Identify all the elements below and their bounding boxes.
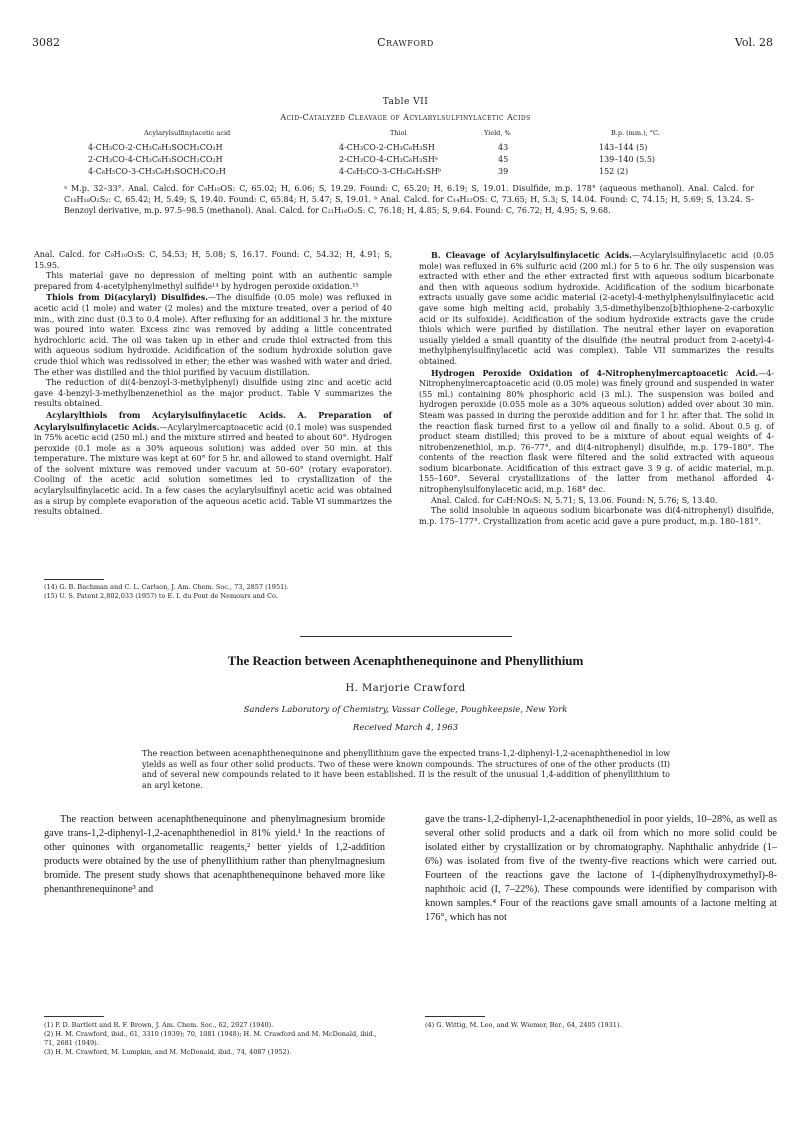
paragraph: gave the trans-1,2-diphenyl-1,2-acenaphthenediol in poor yields, 10–28%, as well as several other solid products and a dark oil from which no more solid could be isolated either by crystallization or by chromatography. Naphthalic anhydride (1–6%) was isolated from five of the twenty-five reactions which were carried out. Fourteen of the reactions gave the lactone of 1-(diphenylhydroxymethyl)-8-naphthoic acid (I, 7–22%). These compounds were identified by comparison with known samples.⁴ Four of the reactions gave small amounts of a lactone melting at 176°, which has not: [425, 814, 777, 923]
table-row: [68, 155, 758, 167]
paragraph: The solid insoluble in aqueous sodium bicarbonate was di(4-nitrophenyl) disulfide, m.p. 175–177°. Crystallization from acetic acid gave a pure product, m.p. 180–181°.: [419, 506, 774, 526]
author: H. Marjorie Crawford: [345, 683, 466, 694]
footnote: (14) G. B. Bachman and C. L. Carlson, J. Am. Chem. Soc., 73, 2857 (1951).: [44, 583, 289, 591]
paragraph-text: —The disulfide (0.05 mole) was refluxed in acetic acid (1 mole) and water (2 moles) and the mixture treated, over a period of 40 min., with zinc dust (0.3 to 0.4 mole). After refluxing for an additional 3 hr. the mixture was poured into water. Excess zinc was removed by adding a little concentrated hydrochloric acid. The oil was taken up in ether and crude thiol extracted from this with aqueous sodium hydroxide. Acidification of the sodium hydroxide solution gave crude thiol which was redissolved in ether; the ether was washed with water and dried. The ether was distilled and the thiol purified by vacuum distillation.: [34, 293, 393, 377]
paragraph-text: —Acylarylsulfinylacetic acid (0.05 mole) was refluxed in 6% sulfuric acid (200 ml.) for 5 to 6 hr. The oily suspension was extracted with ether and the ether extracted first with aqueous sodium bicarbonate and then with aqueous sodium hydroxide. Acidification of the sodium bicarbonate extracts usually gave some acidic material (2-acetyl-4-methylphenylsulfinylacetic acid gave some high melting acid, probably 3,5-dimethylbenzo[b]thiophene-2-carboxylic acid or its sulfoxide). Acidification of the sodium hydroxide extracts gave the crude thiols which were purified by distillation. The neutral ether layer on evaporation usually yielded a small quantity of the disulfide (the neutral product from 2-acetyl-4-methylphenylsulfinylacetic acid was complex). Table VII summarizes the results obtained.: [419, 251, 774, 366]
abstract: The reaction between acenaphthenequinone and phenyllithium gave the expected trans-1,2-diphenyl-1,2-acenaphthenediol in low yields as well as four other solid products. Two of these were known compounds. The structures of one of the other products (II) and of several new compounds related to it have been established. II is the result of the unusual 1,4-addition of phenyllithium to an aryl ketone.: [142, 749, 670, 790]
table-cell: 4-C₆H₅CO-3-CH₃C₆H₃SOCH₂CO₂H: [88, 167, 226, 176]
footnote: (4) G. Wittig, M. Leo, and W. Wiemer, Ber., 64, 2405 (1931).: [425, 1021, 622, 1029]
table-cell: 4-CH₃CO-2-CH₃C₆H₃SH: [339, 143, 435, 152]
table-cell: 43: [498, 143, 509, 152]
footnote-rule: [425, 1016, 485, 1017]
table-caption: Acid-Catalyzed Cleavage of Acylarylsulfinylacetic Acids: [280, 113, 531, 122]
body-left-column: [44, 813, 385, 897]
footnote: (3) H. M. Crawford, M. Lumpkin, and M. McDonald, ibid., 74, 4087 (1952).: [44, 1048, 292, 1056]
footnote: (2) H. M. Crawford, ibid., 61, 3310 (1939); 70, 1081 (1948); H. M. Crawford and M. McDonald, ibid., 71, 2681 (1949).: [44, 1030, 377, 1047]
table-cell: 2-CH₃CO-4-CH₃C₆H₃SOCH₂CO₂H: [88, 155, 223, 164]
table-cell: 4-C₆H₅CO-3-CH₃C₆H₃SHᵇ: [339, 167, 442, 176]
section-heading: B. Cleavage of Acylarylsulfinylacetic Acids.: [431, 250, 632, 260]
table-title: Table VII: [382, 97, 429, 107]
affiliation: Sanders Laboratory of Chemistry, Vassar College, Poughkeepsie, New York: [243, 705, 568, 715]
table-cell: 2-CH₃CO-4-CH₃C₆H₃SHᵃ: [339, 155, 438, 164]
footnote-rule: [44, 1016, 104, 1017]
paragraph: [34, 292, 392, 378]
paragraph: Anal. Calcd. for C₉H₁₀O₃S: C, 54.53; H, 5.08; S, 16.17. Found: C, 54.32; H, 4.91; S, 15.95.: [34, 250, 392, 270]
table-cell: 139–140 (5.5): [599, 155, 656, 164]
table-header-acid: Acylarylsulfinylacetic acid: [144, 129, 231, 137]
article-divider: [300, 636, 512, 637]
volume-label: Vol. 28: [734, 36, 773, 49]
table-cell: 143–144 (5): [599, 143, 648, 152]
table-cell: 152 (2): [599, 167, 629, 176]
table-row: [68, 167, 758, 179]
paragraph: Anal. Calcd. for C₈H₇NO₆S: N, 5.71; S, 13.06. Found: N, 5.76; S, 13.40.: [431, 495, 718, 505]
running-title: Crawford: [377, 36, 434, 49]
section-heading: Hydrogen Peroxide Oxidation of 4-Nitrophenylmercaptoacetic Acid.: [431, 367, 759, 378]
table-cell: 45: [498, 155, 509, 164]
left-column: [34, 250, 392, 518]
footnotes: [425, 1021, 775, 1030]
paragraph: [419, 368, 774, 496]
paragraph-text: —Acylarylmercaptoacetic acid (0.1 mole) was suspended in 75% acetic acid (250 ml.) and the mixture stirred and heated to about 60°. Hydrogen peroxide (0.1 mole as a 30% aqueous solution) was added over 50 min. at this temperature. The mixture was kept at 60° for 5 hr. and allowed to stand overnight. Half of the solvent mixture was removed under vacuum at 50–60° (rotary evaporator). Cooling of the acetic acid solution sometimes led to crystallization of the acylarylsulfinylacetic acid. In a few cases the acylarylsulfinyl acetic acid was obtained as a sirup by complete evaporation of the aqueous acetic acid. Table VI summarizes the results obtained.: [34, 422, 392, 517]
article-title: The Reaction between Acenaphthenequinone and Phenyllithium: [227, 653, 584, 668]
table-header-yield: Yield, %: [484, 129, 511, 137]
paragraph-text: —4-Nitrophenylmercaptoacetic acid (0.05 mole) was finely ground and suspended in water (55 ml.) containing 80% phosphoric acid (3 ml.). The suspension was boiled and hydrogen peroxide (0.055 mole as a 30% aqueous solution) added over about 30 min. Steam was passed in during the peroxide addition and for 1 hr. after that. The solid in the reaction flask turned first to a yellow oil and finally to a solid. About 0.5 g. of product steam distilled; this proved to be a mixture of about equal weights of 4-nitrobenzenethiol, m.p. 76–77°, and di(4-nitrophenyl) disulfide, m.p. 179–180°. The contents of the reaction flask were filtered and the solid extracted with aqueous sodium bicarbonate. Acidification of this extract gave 3 9 g. of acidic material, m.p. 155–160°. Several crystallizations of the latter from methanol afforded 4-nitrophenylsulfonylacetic acid, m.p. 168° dec.: [419, 368, 774, 495]
paragraph: [34, 410, 392, 518]
table-footnote: ᵃ M.p. 32–33°. Anal. Calcd. for C₉H₁₀OS: C, 65.02; H, 6.06; S, 19.29. Found: C, 65.20; H, 6.19; S, 19.01. Disulfide, m.p. 178° (aqueous methanol). Anal. Calcd. for C₁₈H₁₈O₂S₂: C, 65.42; H, 5.49; S, 19.40. Found: C, 65.84; H, 5.47; S, 19.01. ᵇ Anal. Calcd. for C₁₄H₁₂OS: C, 73.65; H, 5.3; S, 14.04. Found: C, 74.15; H, 5.69; S, 13.24. S-Benzoyl derivative, m.p. 97.5–98.5 (methanol). Anal. Calcd. for C₂₁H₁₆O₂S: C, 76.18; H, 4.85; S, 9.64. Found: C, 76.72; H, 4.95; S, 9.68.: [64, 184, 754, 215]
footnotes: [44, 583, 384, 601]
paragraph: [419, 250, 774, 368]
footnote-rule: [44, 579, 104, 580]
received-date: Received March 4, 1963: [352, 723, 459, 733]
section-heading: Acylarylthiols from Acylarylsulfinylacetic Acids. A. Preparation of Acylarylsulfinylacetic Acids.: [34, 409, 392, 432]
footnote: (15) U. S. Patent 2,802,033 (1957) to E. I. du Pont de Nemours and Co.: [44, 592, 278, 600]
section-heading: Thiols from Di(acylaryl) Disulfides.: [46, 292, 209, 303]
table-cell: 4-CH₃CO-2-CH₃C₆H₃SOCH₂CO₂H: [88, 143, 223, 152]
right-column: [419, 250, 774, 527]
table-header-thiol: Thiol: [390, 129, 407, 137]
paragraph: The reduction of di(4-benzoyl-3-methylphenyl) disulfide using zinc and acetic acid gave 4-benzyl-3-methylbenzenethiol as the major product. Table V summarizes the results obtained.: [34, 378, 392, 409]
paragraph: This material gave no depression of melting point with an authentic sample prepared from 4-acetylphenylmethyl sulfide¹⁴ by hydrogen peroxide oxidation.¹⁵: [34, 271, 392, 291]
body-right-column: [425, 813, 777, 925]
paragraph: The reaction between acenaphthenequinone and phenylmagnesium bromide gave trans-1,2-diphenyl-1,2-acenaphthenediol in 81% yield.¹ In the reactions of other quinones with organometallic reagents,² better yields of 1,2-addition products were obtained by the use of phenyllithium rather than phenylmagnesium bromide. The present study shows that acenaphthenequinone behaved more like phenanthrenequinone³ and: [44, 814, 385, 895]
footnote: (1) P. D. Bartlett and R. F. Brown, J. Am. Chem. Soc., 62, 2927 (1940).: [44, 1021, 274, 1029]
table-row: [68, 143, 758, 155]
table-cell: 39: [498, 167, 509, 176]
footnotes: [44, 1021, 384, 1057]
page-number: 3082: [32, 36, 60, 49]
table-header-bp: B.p. (mm.), °C.: [611, 129, 660, 137]
